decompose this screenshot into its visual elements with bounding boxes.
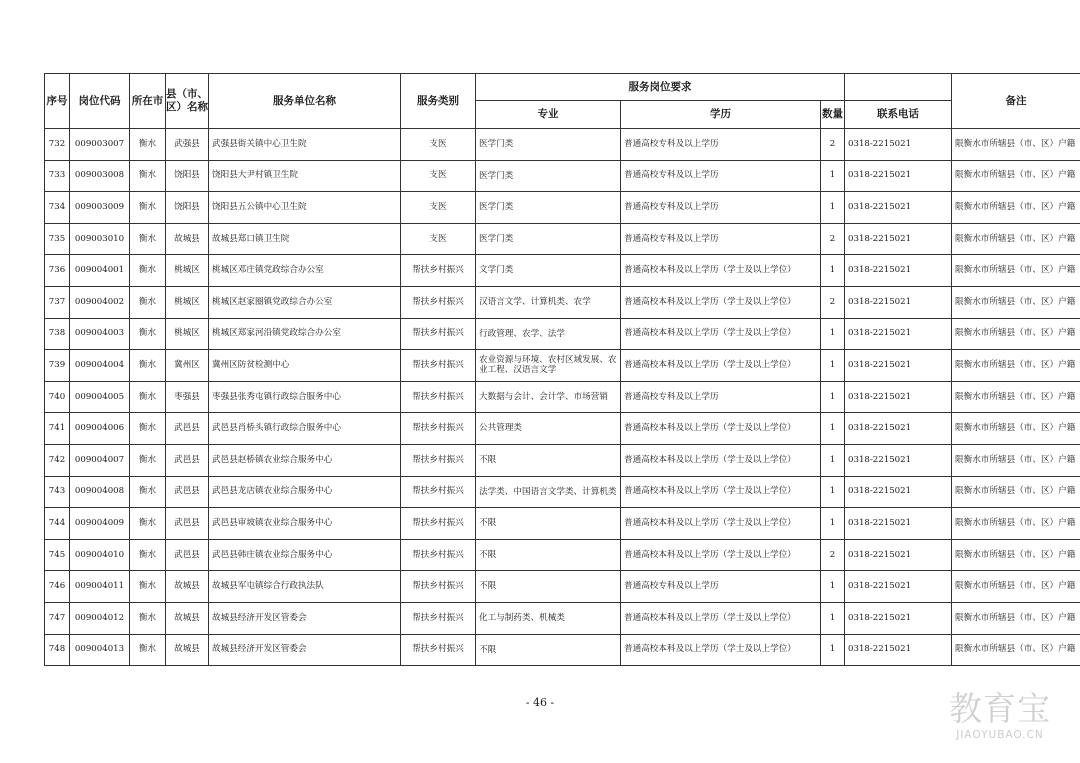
cell-education: 普通高校本科及以上学历（学士及以上学位）	[621, 539, 821, 571]
cell-city: 衡水	[130, 129, 166, 161]
cell-position-code: 009004001	[70, 255, 130, 287]
cell-county: 武邑县	[166, 413, 209, 445]
header-count: 数量	[821, 101, 845, 129]
cell-education: 普通高校专科及以上学历	[621, 223, 821, 255]
cell-county: 武邑县	[166, 539, 209, 571]
cell-education: 普通高校本科及以上学历（学士及以上学位）	[621, 476, 821, 508]
cell-education: 普通高校专科及以上学历	[621, 571, 821, 603]
cell-service-unit: 桃城区邓庄镇党政综合办公室	[209, 255, 401, 287]
table-row	[45, 539, 1080, 571]
cell-major: 不限	[476, 571, 621, 603]
header-remark: 备注	[952, 74, 1080, 129]
cell-count: 1	[821, 192, 845, 224]
table-row	[45, 476, 1080, 508]
cell-remark: 限衡水市所辖县（市、区）户籍	[952, 634, 1080, 666]
table-row	[45, 602, 1080, 634]
cell-county: 饶阳县	[166, 192, 209, 224]
cell-service-category: 帮扶乡村振兴	[401, 444, 476, 476]
cell-service-category: 支医	[401, 160, 476, 192]
cell-remark: 限衡水市所辖县（市、区）户籍	[952, 223, 1080, 255]
table-row	[45, 571, 1080, 603]
cell-seq: 742	[45, 444, 70, 476]
cell-remark: 限衡水市所辖县（市、区）户籍	[952, 602, 1080, 634]
cell-remark: 限衡水市所辖县（市、区）户籍	[952, 129, 1080, 161]
cell-count: 1	[821, 634, 845, 666]
cell-phone: 0318-2215021	[845, 571, 952, 603]
cell-seq: 748	[45, 634, 70, 666]
cell-major: 不限	[476, 508, 621, 540]
cell-remark: 限衡水市所辖县（市、区）户籍	[952, 255, 1080, 287]
cell-county: 饶阳县	[166, 160, 209, 192]
cell-county: 武强县	[166, 129, 209, 161]
cell-county: 武邑县	[166, 476, 209, 508]
cell-phone: 0318-2215021	[845, 286, 952, 318]
cell-phone: 0318-2215021	[845, 129, 952, 161]
cell-phone: 0318-2215021	[845, 634, 952, 666]
cell-county: 故城县	[166, 634, 209, 666]
cell-remark: 限衡水市所辖县（市、区）户籍	[952, 413, 1080, 445]
cell-county: 武邑县	[166, 508, 209, 540]
cell-phone: 0318-2215021	[845, 318, 952, 350]
cell-county: 故城县	[166, 602, 209, 634]
table-row	[45, 223, 1080, 255]
cell-seq: 746	[45, 571, 70, 603]
cell-count: 2	[821, 286, 845, 318]
cell-service-unit: 武强县街关镇中心卫生院	[209, 129, 401, 161]
table-row	[45, 192, 1080, 224]
cell-major: 公共管理类	[476, 413, 621, 445]
cell-remark: 限衡水市所辖县（市、区）户籍	[952, 381, 1080, 413]
cell-position-code: 009004002	[70, 286, 130, 318]
cell-city: 衡水	[130, 444, 166, 476]
table-row	[45, 444, 1080, 476]
cell-position-code: 009004006	[70, 413, 130, 445]
header-phone: 联系电话	[845, 101, 952, 129]
cell-service-unit: 故城县经济开发区管委会	[209, 602, 401, 634]
cell-phone: 0318-2215021	[845, 508, 952, 540]
cell-position-code: 009004012	[70, 602, 130, 634]
cell-service-category: 帮扶乡村振兴	[401, 508, 476, 540]
cell-seq: 735	[45, 223, 70, 255]
cell-phone: 0318-2215021	[845, 413, 952, 445]
cell-position-code: 009004004	[70, 350, 130, 382]
cell-city: 衡水	[130, 602, 166, 634]
cell-service-category: 支医	[401, 223, 476, 255]
table-row	[45, 381, 1080, 413]
cell-count: 1	[821, 571, 845, 603]
watermark-brand: 教育宝	[949, 689, 1051, 728]
table-body	[45, 129, 1080, 666]
cell-city: 衡水	[130, 286, 166, 318]
cell-service-category: 帮扶乡村振兴	[401, 602, 476, 634]
cell-remark: 限衡水市所辖县（市、区）户籍	[952, 508, 1080, 540]
cell-service-category: 帮扶乡村振兴	[401, 286, 476, 318]
cell-major: 医学门类	[476, 160, 621, 192]
cell-phone: 0318-2215021	[845, 350, 952, 382]
cell-service-unit: 武邑县赵桥镇农业综合服务中心	[209, 444, 401, 476]
cell-county: 桃城区	[166, 286, 209, 318]
cell-position-code: 009004013	[70, 634, 130, 666]
cell-seq: 743	[45, 476, 70, 508]
cell-city: 衡水	[130, 381, 166, 413]
cell-service-unit: 枣强县张秀屯镇行政综合服务中心	[209, 381, 401, 413]
cell-count: 2	[821, 223, 845, 255]
cell-major: 大数据与会计、会计学、市场营销	[476, 381, 621, 413]
cell-position-code: 009004010	[70, 539, 130, 571]
cell-service-unit: 桃城区赵家圈镇党政综合办公室	[209, 286, 401, 318]
header-education: 学历	[621, 101, 821, 129]
table-row	[45, 508, 1080, 540]
watermark-logo	[936, 690, 1064, 750]
cell-service-unit: 武邑县肖桥头镇行政综合服务中心	[209, 413, 401, 445]
cell-remark: 限衡水市所辖县（市、区）户籍	[952, 192, 1080, 224]
cell-education: 普通高校本科及以上学历（学士及以上学位）	[621, 444, 821, 476]
cell-major: 医学门类	[476, 129, 621, 161]
cell-major: 医学门类	[476, 223, 621, 255]
cell-count: 1	[821, 160, 845, 192]
cell-city: 衡水	[130, 413, 166, 445]
cell-phone: 0318-2215021	[845, 160, 952, 192]
header-seq: 序号	[45, 74, 70, 129]
cell-position-code: 009004009	[70, 508, 130, 540]
cell-service-unit: 武邑县韩庄镇农业综合服务中心	[209, 539, 401, 571]
cell-city: 衡水	[130, 350, 166, 382]
cell-city: 衡水	[130, 223, 166, 255]
cell-major: 不限	[476, 634, 621, 666]
cell-count: 1	[821, 602, 845, 634]
header-county: 县（市、区）名称	[166, 74, 209, 129]
cell-county: 枣强县	[166, 381, 209, 413]
cell-service-category: 帮扶乡村振兴	[401, 350, 476, 382]
cell-phone: 0318-2215021	[845, 444, 952, 476]
cell-service-unit: 故城县经济开发区管委会	[209, 634, 401, 666]
header-position-requirements: 服务岗位要求	[476, 74, 845, 101]
cell-remark: 限衡水市所辖县（市、区）户籍	[952, 350, 1080, 382]
cell-education: 普通高校专科及以上学历	[621, 160, 821, 192]
cell-service-unit: 故城县军屯镇综合行政执法队	[209, 571, 401, 603]
cell-service-category: 帮扶乡村振兴	[401, 381, 476, 413]
cell-remark: 限衡水市所辖县（市、区）户籍	[952, 539, 1080, 571]
header-service-unit: 服务单位名称	[209, 74, 401, 129]
header-position-code: 岗位代码	[70, 74, 130, 129]
cell-major: 化工与制药类、机械类	[476, 602, 621, 634]
table-row	[45, 286, 1080, 318]
cell-position-code: 009004008	[70, 476, 130, 508]
cell-city: 衡水	[130, 255, 166, 287]
header-city: 所在市	[130, 74, 166, 129]
cell-position-code: 009003008	[70, 160, 130, 192]
cell-education: 普通高校本科及以上学历（学士及以上学位）	[621, 286, 821, 318]
cell-count: 1	[821, 350, 845, 382]
cell-service-category: 支医	[401, 192, 476, 224]
cell-seq: 732	[45, 129, 70, 161]
cell-phone: 0318-2215021	[845, 381, 952, 413]
cell-seq: 741	[45, 413, 70, 445]
cell-seq: 740	[45, 381, 70, 413]
cell-service-unit: 武邑县龙店镇农业综合服务中心	[209, 476, 401, 508]
header-major: 专业	[476, 101, 621, 129]
cell-major: 不限	[476, 444, 621, 476]
cell-count: 1	[821, 476, 845, 508]
cell-service-category: 支医	[401, 129, 476, 161]
cell-seq: 737	[45, 286, 70, 318]
cell-phone: 0318-2215021	[845, 539, 952, 571]
cell-phone: 0318-2215021	[845, 255, 952, 287]
cell-education: 普通高校专科及以上学历	[621, 192, 821, 224]
cell-education: 普通高校本科及以上学历（学士及以上学位）	[621, 255, 821, 287]
page-number: - 46 -	[525, 696, 555, 709]
table-row	[45, 634, 1080, 666]
cell-major: 文学门类	[476, 255, 621, 287]
cell-seq: 744	[45, 508, 70, 540]
cell-count: 2	[821, 539, 845, 571]
cell-county: 故城县	[166, 223, 209, 255]
cell-count: 1	[821, 318, 845, 350]
cell-position-code: 009003009	[70, 192, 130, 224]
cell-service-unit: 冀州区防贫检测中心	[209, 350, 401, 382]
cell-seq: 739	[45, 350, 70, 382]
table-row	[45, 413, 1080, 445]
cell-city: 衡水	[130, 192, 166, 224]
cell-service-unit: 饶阳县五公镇中心卫生院	[209, 192, 401, 224]
header-spacer	[845, 74, 952, 101]
cell-service-category: 帮扶乡村振兴	[401, 476, 476, 508]
cell-city: 衡水	[130, 476, 166, 508]
cell-city: 衡水	[130, 160, 166, 192]
cell-count: 1	[821, 508, 845, 540]
cell-seq: 733	[45, 160, 70, 192]
cell-service-category: 帮扶乡村振兴	[401, 634, 476, 666]
cell-position-code: 009004005	[70, 381, 130, 413]
cell-service-unit: 饶阳县大尹村镇卫生院	[209, 160, 401, 192]
cell-education: 普通高校本科及以上学历（学士及以上学位）	[621, 413, 821, 445]
cell-position-code: 009004007	[70, 444, 130, 476]
cell-remark: 限衡水市所辖县（市、区）户籍	[952, 476, 1080, 508]
cell-education: 普通高校专科及以上学历	[621, 381, 821, 413]
cell-remark: 限衡水市所辖县（市、区）户籍	[952, 286, 1080, 318]
cell-county: 桃城区	[166, 255, 209, 287]
positions-table	[44, 73, 1080, 666]
cell-city: 衡水	[130, 634, 166, 666]
cell-service-unit: 桃城区郑家河沿镇党政综合办公室	[209, 318, 401, 350]
cell-major: 农业资源与环境、农村区域发展、农业工程、汉语言文学	[476, 350, 621, 382]
cell-education: 普通高校专科及以上学历	[621, 129, 821, 161]
cell-service-category: 帮扶乡村振兴	[401, 318, 476, 350]
cell-seq: 736	[45, 255, 70, 287]
cell-remark: 限衡水市所辖县（市、区）户籍	[952, 160, 1080, 192]
cell-position-code: 009003007	[70, 129, 130, 161]
cell-remark: 限衡水市所辖县（市、区）户籍	[952, 571, 1080, 603]
cell-service-category: 帮扶乡村振兴	[401, 539, 476, 571]
cell-city: 衡水	[130, 571, 166, 603]
cell-count: 2	[821, 129, 845, 161]
cell-position-code: 009003010	[70, 223, 130, 255]
cell-service-unit: 故城县郑口镇卫生院	[209, 223, 401, 255]
cell-seq: 734	[45, 192, 70, 224]
cell-phone: 0318-2215021	[845, 476, 952, 508]
table-row	[45, 350, 1080, 382]
watermark-domain: JIAOYUBAO.CN	[956, 729, 1044, 741]
cell-major: 行政管理、农学、法学	[476, 318, 621, 350]
table-row	[45, 160, 1080, 192]
cell-education: 普通高校本科及以上学历（学士及以上学位）	[621, 508, 821, 540]
cell-city: 衡水	[130, 539, 166, 571]
header-service-category: 服务类别	[401, 74, 476, 129]
cell-count: 1	[821, 381, 845, 413]
cell-service-category: 帮扶乡村振兴	[401, 255, 476, 287]
cell-education: 普通高校本科及以上学历（学士及以上学位）	[621, 318, 821, 350]
table-row	[45, 129, 1080, 161]
cell-education: 普通高校本科及以上学历（学士及以上学位）	[621, 634, 821, 666]
table-row	[45, 318, 1080, 350]
cell-seq: 747	[45, 602, 70, 634]
cell-position-code: 009004011	[70, 571, 130, 603]
cell-position-code: 009004003	[70, 318, 130, 350]
cell-education: 普通高校本科及以上学历（学士及以上学位）	[621, 350, 821, 382]
cell-service-category: 帮扶乡村振兴	[401, 571, 476, 603]
cell-city: 衡水	[130, 508, 166, 540]
cell-count: 1	[821, 413, 845, 445]
cell-phone: 0318-2215021	[845, 602, 952, 634]
cell-remark: 限衡水市所辖县（市、区）户籍	[952, 444, 1080, 476]
cell-seq: 745	[45, 539, 70, 571]
cell-count: 1	[821, 444, 845, 476]
cell-major: 医学门类	[476, 192, 621, 224]
cell-phone: 0318-2215021	[845, 192, 952, 224]
cell-city: 衡水	[130, 318, 166, 350]
cell-major: 不限	[476, 539, 621, 571]
cell-major: 汉语言文学、计算机类、农学	[476, 286, 621, 318]
cell-major: 法学类、中国语言文学类、计算机类	[476, 476, 621, 508]
cell-remark: 限衡水市所辖县（市、区）户籍	[952, 318, 1080, 350]
cell-service-unit: 武邑县审坡镇农业综合服务中心	[209, 508, 401, 540]
cell-county: 故城县	[166, 571, 209, 603]
cell-county: 冀州区	[166, 350, 209, 382]
cell-count: 1	[821, 255, 845, 287]
table-row	[45, 255, 1080, 287]
cell-seq: 738	[45, 318, 70, 350]
cell-county: 桃城区	[166, 318, 209, 350]
cell-service-category: 帮扶乡村振兴	[401, 413, 476, 445]
cell-county: 武邑县	[166, 444, 209, 476]
cell-phone: 0318-2215021	[845, 223, 952, 255]
cell-education: 普通高校本科及以上学历（学士及以上学位）	[621, 602, 821, 634]
